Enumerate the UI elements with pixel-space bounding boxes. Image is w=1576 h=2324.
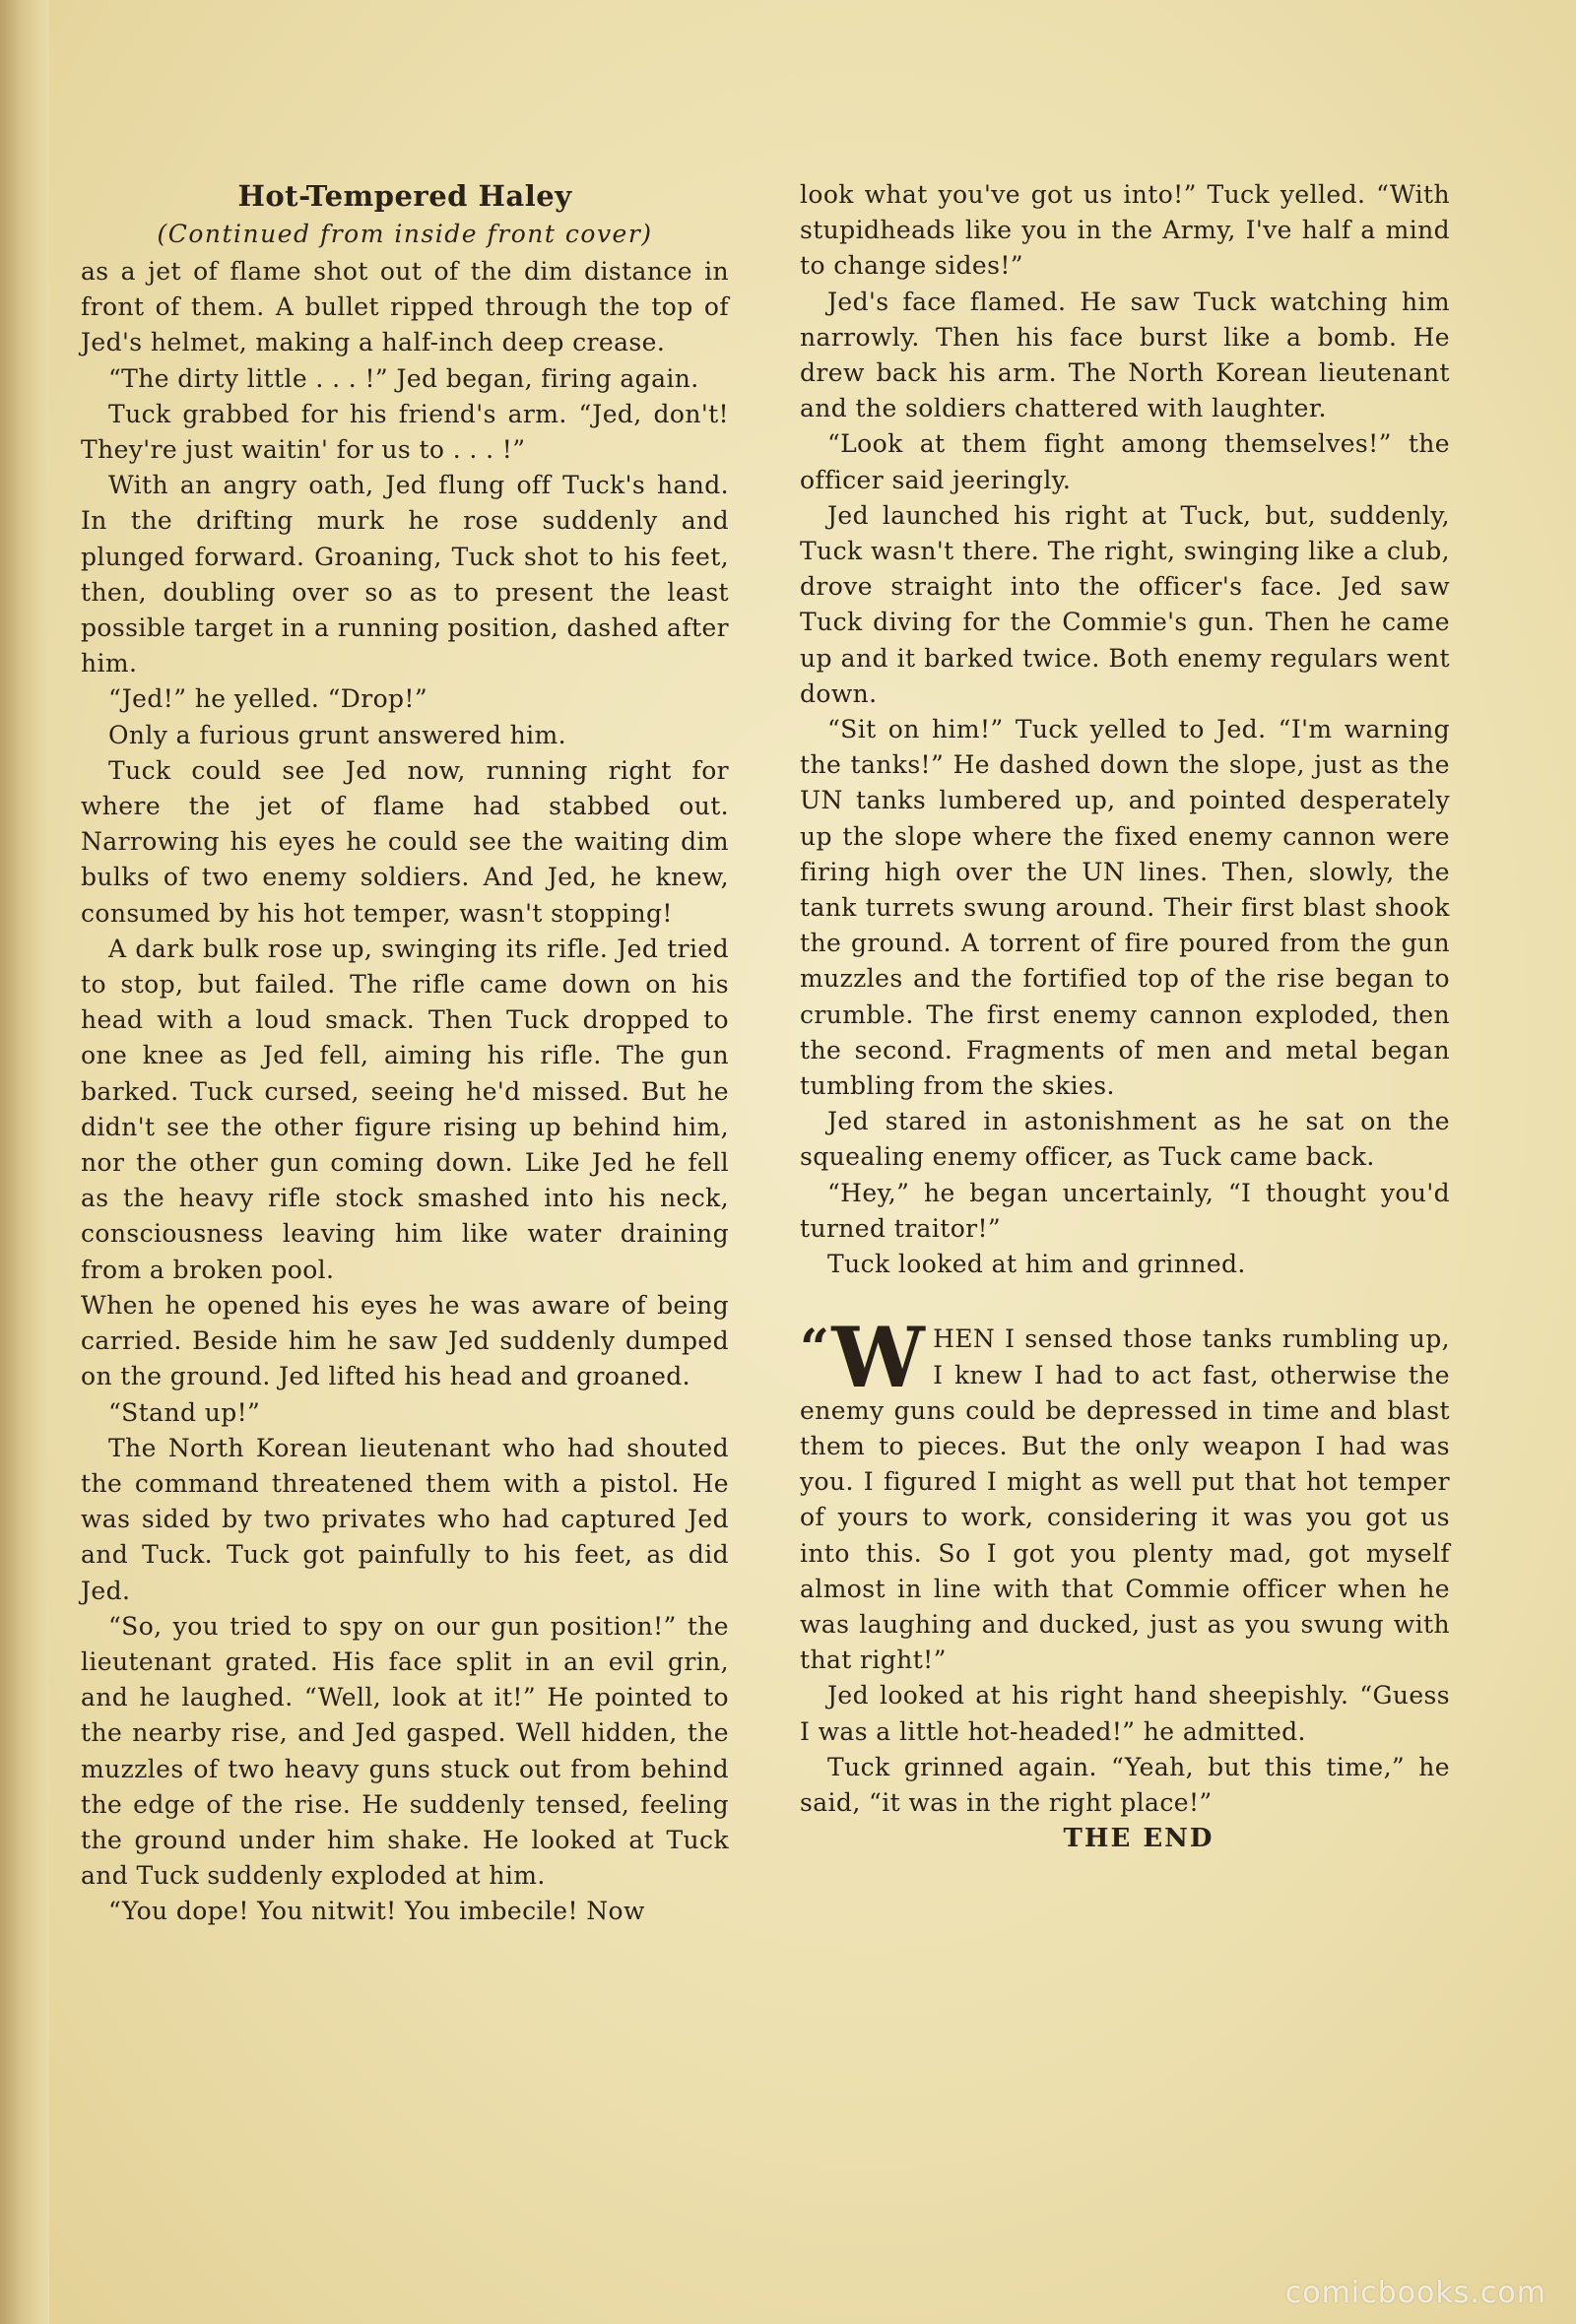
paragraph: Only a furious grunt answered him.: [108, 720, 566, 749]
paragraph: “Stand up!”: [108, 1397, 261, 1427]
paragraph: look what you've got us into!” Tuck yelled. “With stupidheads like you in the Army, I've half a mind to change sides!”: [800, 180, 1450, 281]
site-watermark: comicbooks.com: [1284, 2276, 1546, 2310]
paragraph: “Hey,” he began uncertainly, “I thought you'd turned traitor!”: [800, 1178, 1450, 1243]
paragraph: “Look at them fight among themselves!” the officer said jeeringly.: [800, 429, 1450, 494]
paragraph: The North Korean lieutenant who had shouted the command threatened them with a pistol. He was sided by two privates who had captured Jed and Tuck. Tuck got painfully to his feet, as did Jed.: [81, 1433, 729, 1605]
page-spine: [0, 0, 49, 2324]
paragraph: Jed's face flamed. He saw Tuck watching him narrowly. Then his face burst like a bomb. He drew back his arm. The North Korean lieutenant and the soldiers chattered with laughter.: [800, 287, 1450, 423]
paragraph: When he opened his eyes he was aware of being carried. Beside him he saw Jed suddenly dumped on the ground. Jed lifted his head and groaned.: [81, 1290, 729, 1391]
story-title: Hot-Tempered Haley: [237, 179, 572, 213]
paragraph: A dark bulk rose up, swinging its rifle. Jed tried to stop, but failed. The rifle came down on his head with a loud smack. Then Tuck dropped to one knee as Jed fell, aiming his rifle. The gun barked. Tuck cursed, seeing he'd missed. But he didn't see the other figure rising up behind him, nor the other gun coming down. Like Jed he fell as the heavy rifle stock smashed into his neck, consciousness leaving him like water draining from a broken pool.: [81, 934, 729, 1284]
right-column: [800, 177, 1450, 1856]
paragraph: “You dope! You nitwit! You imbecile! Now: [108, 1897, 645, 1926]
paragraph: Jed launched his right at Tuck, but, suddenly, Tuck wasn't there. The right, swinging like a club, drove straight into the officer's face. Jed saw Tuck diving for the Commie's gun. Then he came up and it barked twice. Both enemy regulars went down.: [800, 500, 1450, 708]
story-subtitle: (Continued from inside front cover): [157, 220, 653, 248]
paragraph: “So, you tried to spy on our gun position!” the lieutenant grated. His face split in an evil grin, and he laughed. “Well, look at it!” He pointed to the nearby rise, and Jed gasped. Well hidden, the muzzles of two heavy guns stuck out from behind the edge of the rise. He suddenly tensed, feeling the ground under him shake. He looked at Tuck and Tuck suddenly exploded at him.: [81, 1611, 729, 1891]
paragraph: “Sit on him!” Tuck yelled to Jed. “I'm warning the tanks!” He dashed down the slope, just as the UN tanks lumbered up, and pointed desperately up the slope where the fixed enemy cannon were firing high over the UN lines. Then, slowly, the tank turrets swung around. Their first blast shook the ground. A torrent of fire poured from the gun muzzles and the fortified top of the rise began to crumble. The first enemy cannon exploded, then the second. Fragments of men and metal began tumbling from the skies.: [800, 715, 1450, 1101]
paragraph: Tuck looked at him and grinned.: [827, 1250, 1246, 1279]
dropcap-text: HEN I sensed those tanks rumbling up, I knew I had to act fast, otherwise the enemy guns could be depressed in time and blast them to pieces. But the only weapon I had was you. I figured I might as well put that hot temper of yours to work, considering it was you got us into this. So I got you plenty mad, got myself almost in line with that Commie officer when he was laughing and ducked, just as you swung with that right!”: [800, 1324, 1450, 1675]
left-column: [81, 177, 729, 1930]
paragraph: Tuck grabbed for his friend's arm. “Jed, don't! They're just waitin' for us to . . . !”: [81, 399, 729, 465]
dropcap-quote-mark: “: [800, 1319, 830, 1380]
paragraph: Tuck could see Jed now, running right for where the jet of flame had stabbed out. Narrowing his eyes he could see the waiting dim bulks of two enemy soldiers. And Jed, he knew, consumed by his hot temper, wasn't stopping!: [81, 755, 729, 928]
paragraph: Tuck grinned again. “Yeah, but this time,” he said, “it was in the right place!”: [800, 1752, 1450, 1817]
dropcap-letter: W: [831, 1309, 926, 1407]
paragraph: as a jet of flame shot out of the dim distance in front of them. A bullet ripped through the top of Jed's helmet, making a half-inch deep crease.: [81, 257, 729, 357]
dropcap-paragraph: [800, 1309, 1450, 1678]
paragraph: Jed stared in astonishment as he sat on the squealing enemy officer, as Tuck came back.: [800, 1107, 1450, 1172]
paragraph: “Jed!” he yelled. “Drop!”: [108, 684, 428, 714]
the-end-label: THE END: [1063, 1824, 1215, 1854]
paragraph: Jed looked at his right hand sheepishly. “Guess I was a little hot-headed!” he admitted.: [800, 1681, 1450, 1746]
paragraph: “The dirty little . . . !” Jed began, firing again.: [108, 363, 699, 393]
paragraph: With an angry oath, Jed flung off Tuck's hand. In the drifting murk he rose suddenly and plunged forward. Groaning, Tuck shot to his feet, then, doubling over so as to present the least possible target in a running position, dashed after him.: [81, 471, 729, 678]
